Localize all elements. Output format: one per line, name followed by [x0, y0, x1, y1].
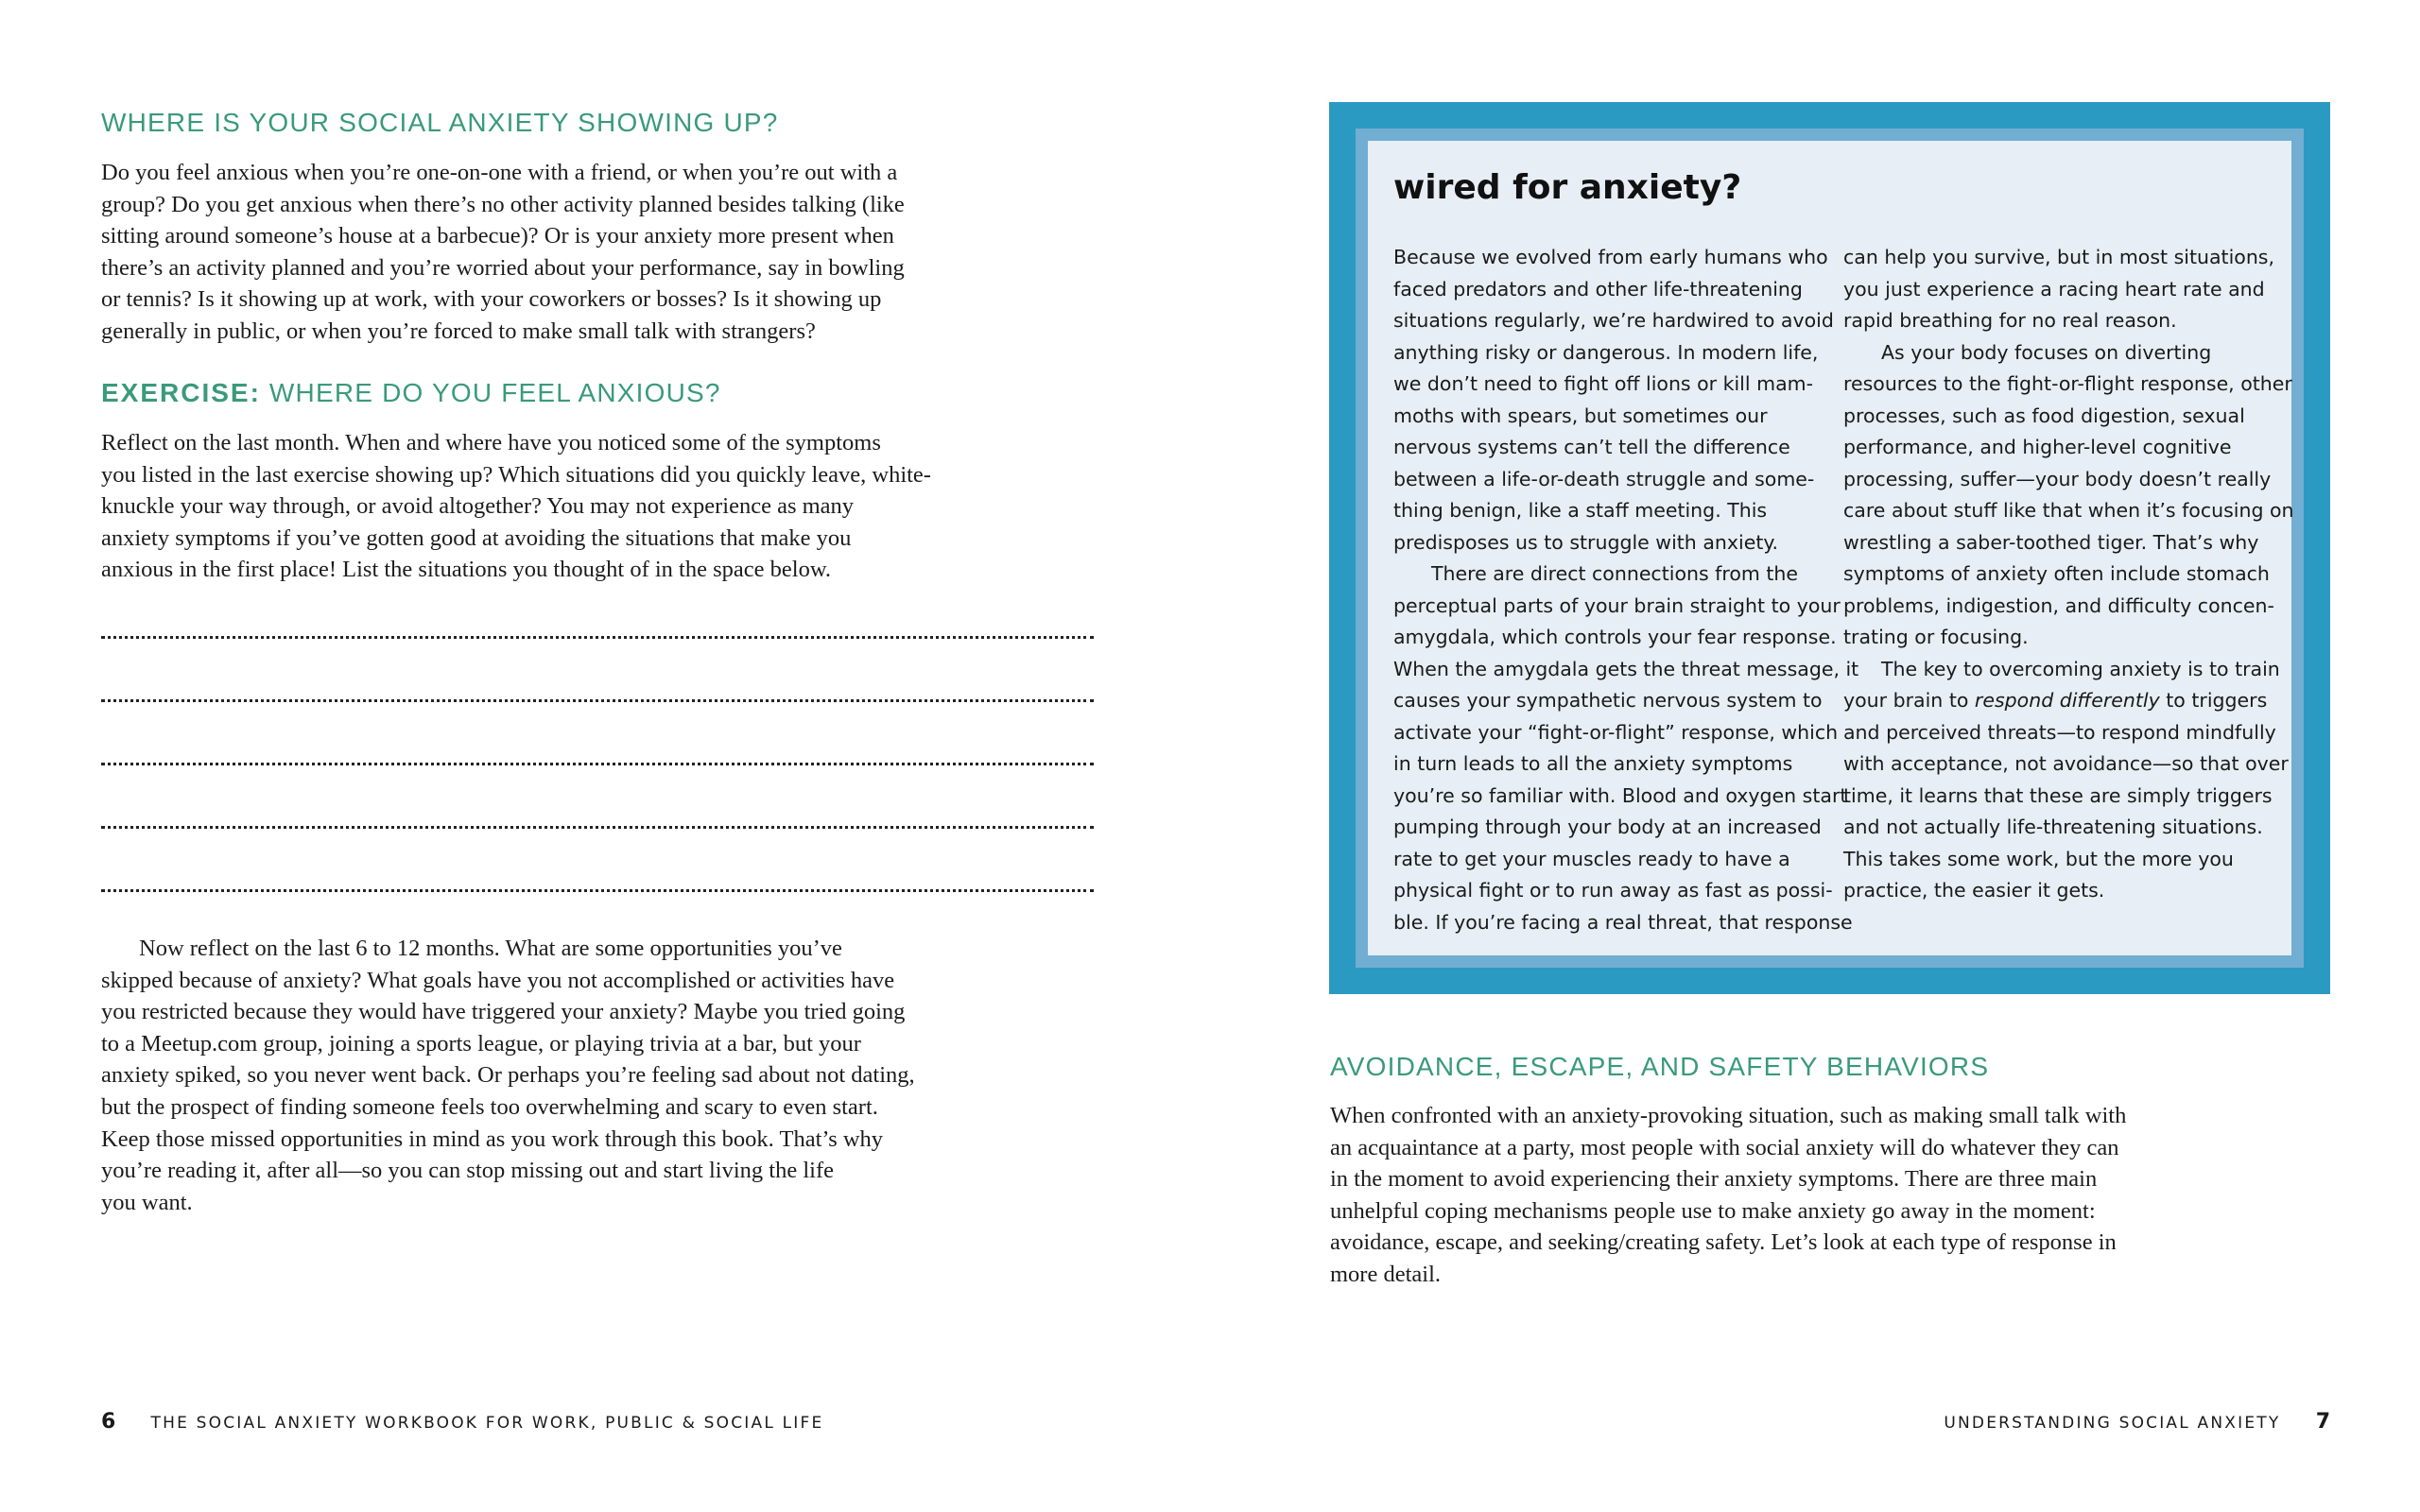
box-line: in turn leads to all the anxiety symptoms — [1393, 752, 1793, 775]
box-line: There are direct connections from the — [1431, 562, 1799, 585]
paragraph-line: in the moment to avoid experiencing their anxiety symptoms. There are three main — [1330, 1166, 2098, 1193]
box-line: predisposes us to struggle with anxiety. — [1393, 530, 1779, 554]
paragraph-line: you want. — [101, 1189, 193, 1215]
box-line: causes your sympathetic nervous system to — [1393, 689, 1823, 712]
sidebar-column-2 — [1843, 242, 2294, 907]
box-line: care about stuff like that when it’s focusing on — [1843, 499, 2294, 522]
box-line: physical fight or to run away as fast as possi- — [1393, 879, 1833, 902]
paragraph-line: generally in public, or when you’re forced to make small talk with strangers? — [101, 318, 816, 344]
answer-line-5[interactable] — [101, 889, 1094, 892]
running-title-left: THE SOCIAL ANXIETY WORKBOOK FOR WORK, PUBLIC & SOCIAL LIFE — [150, 1414, 824, 1433]
box-line: processes, such as food digestion, sexual — [1843, 404, 2245, 427]
paragraph-line: Now reflect on the last 6 to 12 months. What are some opportunities you’ve — [139, 936, 842, 961]
box-line: wrestling a saber-toothed tiger. That’s why — [1843, 530, 2259, 554]
paragraph-line: Do you feel anxious when you’re one-on-one with a friend, or when you’re out with a — [101, 160, 898, 185]
box-line: Because we evolved from early humans who — [1393, 246, 1828, 268]
box-line: between a life-or-death struggle and some- — [1393, 467, 1815, 490]
exercise-label: EXERCISE: — [101, 378, 261, 407]
section-heading-where-showing-up: WHERE IS YOUR SOCIAL ANXIETY SHOWING UP? — [101, 108, 779, 137]
left-footer — [101, 1410, 823, 1434]
page-number-left: 6 — [101, 1410, 116, 1434]
box-line: and not actually life-threatening situations. — [1843, 816, 2263, 838]
box-line: situations regularly, we’re hardwired to avoid — [1393, 309, 1834, 332]
box-line: practice, the easier it gets. — [1843, 879, 2105, 902]
exercise-paragraph — [101, 427, 931, 586]
box-line: resources to the fight-or-flight response, other — [1843, 372, 2292, 395]
box-line: trating or focusing. — [1843, 626, 2029, 648]
paragraph-line: anxiety spiked, so you never went back. Or perhaps you’re feeling sad about not dating, — [101, 1062, 915, 1089]
box-line: As your body focuses on diverting — [1881, 340, 2212, 364]
box-line: you just experience a racing heart rate and — [1843, 277, 2265, 301]
emphasis-text: respond differently — [1974, 689, 2160, 712]
paragraph-line: Reflect on the last month. When and where have you noticed some of the symptoms — [101, 430, 881, 455]
box-line: you’re so familiar with. Blood and oxygen start — [1393, 783, 1848, 807]
box-line: When the amygdala gets the threat message, it — [1393, 657, 1859, 680]
box-line: we don’t need to fight off lions or kill mam- — [1393, 372, 1813, 395]
paragraph-line: or tennis? Is it showing up at work, with your coworkers or bosses? Is it showing up — [101, 286, 882, 313]
paragraph-line: anxiety symptoms if you’ve gotten good at avoiding the situations that make you — [101, 524, 852, 551]
box-line-start: your brain to — [1843, 689, 1975, 712]
paragraph-line: unhelpful coping mechanisms people use to make anxiety go away in the moment: — [1330, 1197, 2096, 1224]
sidebar-column-1 — [1393, 242, 1858, 938]
exercise-title: WHERE DO YOU FEEL ANXIOUS? — [268, 378, 721, 407]
box-line: performance, and higher-level cognitive — [1843, 436, 2232, 458]
paragraph-line: When confronted with an anxiety-provoking situation, such as making small talk with — [1330, 1103, 2127, 1128]
reflection-paragraph — [101, 933, 915, 1218]
box-line: with acceptance, not avoidance—so that over — [1843, 752, 2289, 775]
box-line: problems, indigestion, and difficulty concen- — [1843, 593, 2274, 617]
box-line: thing benign, like a staff meeting. This — [1393, 499, 1768, 522]
paragraph-line: knuckle your way through, or avoid altogether? You may not experience as many — [101, 493, 855, 520]
paragraph-line: there’s an activity planned and you’re worried about your performance, say in bowling — [101, 254, 905, 281]
box-line-end: to triggers — [2159, 689, 2268, 712]
box-line: can help you survive, but in most situations, — [1843, 246, 2275, 268]
box-line: The key to overcoming anxiety is to train — [1881, 657, 2280, 680]
paragraph-line: group? Do you get anxious when there’s no other activity planned besides talking (like — [101, 191, 905, 217]
avoidance-paragraph — [1330, 1100, 2126, 1291]
paragraph-line: sitting around someone’s house at a barbecue)? Or is your anxiety more present when — [101, 223, 894, 249]
page-number-right: 7 — [2315, 1410, 2330, 1434]
answer-line-1[interactable] — [101, 636, 1094, 639]
box-line: amygdala, which controls your fear response. — [1393, 626, 1837, 648]
paragraph-line: anxious in the first place! List the situations you thought of in the space below. — [101, 557, 832, 583]
box-line: anything risky or dangerous. In modern life, — [1393, 340, 1819, 364]
box-line-with-emphasis — [1843, 685, 2294, 717]
box-line: faced predators and other life-threatening — [1393, 277, 1803, 301]
sidebar-box-title: wired for anxiety? — [1393, 168, 1742, 207]
section-heading-avoidance: AVOIDANCE, ESCAPE, AND SAFETY BEHAVIORS — [1330, 1052, 1990, 1081]
box-line: ble. If you’re facing a real threat, that response — [1393, 910, 1853, 934]
right-footer — [1944, 1410, 2330, 1434]
box-line: rate to get your muscles ready to have a — [1393, 847, 1790, 870]
paragraph-line: Keep those missed opportunities in mind as you work through this book. That’s why — [101, 1125, 884, 1152]
answer-line-4[interactable] — [101, 826, 1094, 829]
box-line: processing, suffer—your body doesn’t really — [1843, 467, 2272, 490]
paragraph-line: but the prospect of finding someone feels too overwhelming and scary to even start. — [101, 1093, 878, 1120]
box-line: activate your “fight-or-flight” response, which — [1393, 720, 1839, 744]
running-title-right: UNDERSTANDING SOCIAL ANXIETY — [1944, 1414, 2281, 1433]
answer-line-2[interactable] — [101, 699, 1094, 702]
paragraph-line: to a Meetup.com group, joining a sports league, or playing trivia at a bar, but your — [101, 1030, 861, 1057]
exercise-heading — [101, 378, 721, 408]
box-line: time, it learns that these are simply triggers — [1843, 783, 2273, 807]
box-line: nervous systems can’t tell the difference — [1393, 436, 1790, 458]
paragraph-line: skipped because of anxiety? What goals have you not accomplished or activities have — [101, 967, 895, 993]
paragraph-line: you listed in the last exercise showing up? Which situations did you quickly leave, white- — [101, 461, 931, 488]
box-line: moths with spears, but sometimes our — [1393, 404, 1768, 427]
box-line: symptoms of anxiety often include stomach — [1843, 562, 2270, 585]
paragraph-line: you’re reading it, after all—so you can stop missing out and start living the life — [101, 1158, 834, 1184]
paragraph-line: an acquaintance at a party, most people with social anxiety will do whatever they can — [1330, 1134, 2119, 1160]
box-line: rapid breathing for no real reason. — [1843, 309, 2177, 332]
answer-line-3[interactable] — [101, 763, 1094, 765]
box-line: and perceived threats—to respond mindfully — [1843, 720, 2276, 744]
paragraph-line: more detail. — [1330, 1261, 1442, 1287]
section1-paragraph — [101, 157, 905, 348]
paragraph-line: avoidance, escape, and seeking/creating safety. Let’s look at each type of response in — [1330, 1229, 2117, 1256]
box-line: pumping through your body at an increased — [1393, 816, 1822, 838]
paragraph-line: you restricted because they would have triggered your anxiety? Maybe you tried going — [101, 999, 906, 1025]
box-line: This takes some work, but the more you — [1843, 847, 2234, 870]
box-line: perceptual parts of your brain straight to your — [1393, 593, 1841, 617]
